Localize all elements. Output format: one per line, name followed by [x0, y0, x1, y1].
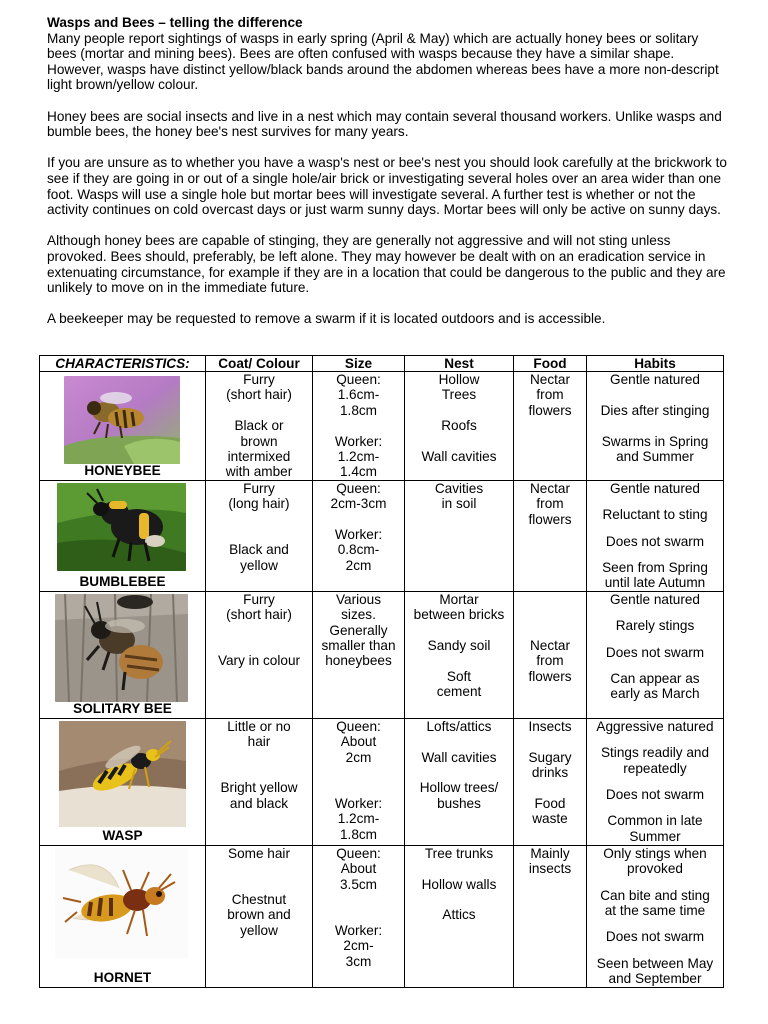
cell-gap [206, 512, 312, 527]
cell-line: Queen: [336, 372, 381, 387]
cell-line: Vary in colour [217, 653, 301, 669]
cell-line: and September [608, 971, 702, 987]
cell-line: Reluctant to sting [602, 507, 708, 523]
cell-gap [587, 387, 723, 402]
cell-line: Insects [528, 718, 572, 734]
cell-line: at the same time [604, 903, 706, 919]
cell-gap [206, 765, 312, 780]
nest-cell [405, 718, 514, 845]
cell-line: Seen between May [596, 955, 714, 971]
cell-line: hair [247, 734, 271, 750]
cell-line: brown and [227, 907, 291, 923]
cell-gap [587, 496, 723, 507]
cell-gap [206, 750, 312, 765]
cell-line: Summer [629, 828, 681, 844]
cell-line: Bright yellow [220, 780, 298, 796]
cell-gap [206, 877, 312, 892]
bumblebee-photo [57, 483, 186, 571]
cell-line: Only stings when [603, 845, 707, 861]
cell-line: Roofs [441, 418, 477, 434]
habits-cell [587, 718, 724, 845]
cell-line: Tree trunks [424, 845, 494, 861]
cell-line: Various [335, 591, 382, 607]
cell-line: 1.2cm- [337, 449, 380, 465]
cell-line: drinks [531, 765, 569, 781]
cell-line: insects [528, 861, 572, 877]
cell-line: 2cm [345, 557, 372, 573]
cell-gap [514, 780, 586, 795]
characteristics-table [39, 355, 724, 988]
cell-line: in soil [441, 496, 477, 512]
cell-gap [206, 403, 312, 418]
cell-line: Black and [229, 542, 289, 558]
insect-name-bumblebee: BUMBLEBEE [79, 574, 166, 590]
cell-line: Nectar [529, 638, 571, 654]
cell-gap [405, 434, 513, 449]
hornet-photo [55, 848, 188, 958]
cell-line: with amber [225, 464, 293, 480]
cell-gap [405, 734, 513, 749]
habits-cell [587, 480, 724, 591]
cell-line: Generally [329, 622, 388, 638]
coat-cell [206, 480, 313, 591]
cell-line: (short hair) [226, 607, 292, 623]
cell-line: provoked [627, 861, 683, 877]
paragraph-stinging: Although honey bees are capable of stinging, they are generally not aggressive and will not sting unless provoked. Bees should, preferably, be left alone. They may however be dealt with on an eradication service in extenuating circumstance, for example if they are in a location that could be dangerous to the public and they are unlikely to move on in the immediate future. [47, 233, 726, 296]
cell-line: Hollow [438, 372, 480, 387]
nest-cell [405, 372, 514, 481]
cell-line: Stings readily and [600, 745, 710, 761]
cell-line: 3cm [345, 953, 372, 969]
cell-line: sizes. [341, 607, 376, 623]
cell-gap [587, 634, 723, 645]
cell-line: Little or no [227, 718, 291, 734]
cell-line: Mainly [530, 845, 570, 861]
cell-line: Lofts/attics [426, 718, 492, 734]
cell-line: Gentle natured [610, 591, 700, 607]
cell-gap [587, 523, 723, 534]
cell-line: Furry [243, 372, 275, 387]
cell-line: Sugary [528, 749, 572, 765]
table-row-solitary-bee [40, 591, 724, 718]
cell-gap [405, 653, 513, 668]
cell-line: Seen from Spring [602, 560, 708, 576]
paragraph-honey-bees: Honey bees are social insects and live in a nest which may contain several thousand workers. Unlike wasps and bumble bees, the honey bee's nest survives for many years. [47, 108, 722, 140]
cell-gap [405, 861, 513, 876]
solitary-bee-photo [55, 594, 188, 702]
cell-gap [587, 734, 723, 745]
cell-line: smaller than [321, 638, 396, 654]
cell-line: and Summer [616, 449, 694, 464]
insect-cell-solitary-bee [40, 591, 206, 718]
cell-line: Worker: [334, 795, 383, 811]
wasp-photo [59, 721, 186, 827]
header-food: Food [514, 356, 587, 372]
cell-line: brown [240, 433, 278, 449]
coat-cell [206, 372, 313, 481]
cell-line: Black or [234, 418, 284, 434]
cell-line: Dies after stinging [600, 402, 710, 418]
cell-line: and black [229, 795, 289, 811]
cell-line: Worker: [334, 433, 383, 449]
habits-cell [587, 591, 724, 718]
cell-line: About [340, 861, 377, 877]
insect-cell-bumblebee [40, 480, 206, 591]
cell-gap [206, 623, 312, 638]
cell-line: Does not swarm [605, 644, 705, 660]
cell-gap [313, 892, 404, 907]
paragraph-nest-check: If you are unsure as to whether you have a wasp's nest or bee's nest you should look carefully at the brickwork to see if they are going in or out of a single hole/air brick or investigating several holes over an area wider than one foot. Wasps will use a single hole but mortar bees will investigate several. A further test is whether or not the activity continues on cold overcast days or just warm sunny days. Mortar bees will only be active on sunny days. [47, 155, 727, 218]
cell-line: cement [436, 684, 482, 700]
cell-line: About [340, 734, 377, 750]
size-cell [313, 591, 405, 718]
cell-gap [313, 512, 404, 527]
cell-line: Furry [243, 480, 275, 496]
cell-gap [514, 623, 586, 638]
insect-name-solitary-bee: SOLITARY BEE [73, 701, 172, 717]
cell-line: (short hair) [226, 387, 292, 403]
cell-line: Wall cavities [421, 449, 497, 464]
cell-gap [587, 549, 723, 560]
cell-gap [405, 765, 513, 780]
table-row-bumblebee [40, 480, 724, 591]
insect-cell-wasp [40, 718, 206, 845]
cell-line: Soft [446, 668, 472, 684]
cell-line: early as March [610, 686, 700, 702]
cell-gap [313, 780, 404, 795]
cell-gap [313, 907, 404, 922]
coat-cell [206, 591, 313, 718]
cell-line: Hollow walls [421, 876, 497, 892]
cell-line: Nectar [529, 372, 571, 387]
food-cell [514, 845, 587, 987]
cell-gap [587, 660, 723, 671]
nest-cell [405, 480, 514, 591]
cell-line: intermixed [227, 449, 291, 465]
cell-line: Attics [442, 907, 476, 923]
insect-name-hornet: HORNET [93, 970, 152, 986]
cell-gap [514, 734, 586, 749]
cell-line: Wall cavities [421, 749, 497, 765]
cell-line: 0.8cm- [337, 542, 380, 558]
cell-line: from [536, 653, 564, 669]
cell-line: Common in late [607, 813, 703, 829]
cell-line: Mortar [439, 591, 479, 607]
cell-line: 1.4cm [339, 464, 378, 480]
food-cell [514, 718, 587, 845]
cell-line: flowers [528, 402, 572, 418]
cell-line: Gentle natured [610, 480, 700, 496]
coat-cell [206, 718, 313, 845]
cell-line: between bricks [413, 607, 505, 623]
cell-gap [587, 918, 723, 929]
cell-line: Cavities [434, 480, 484, 496]
cell-line: Sandy soil [427, 638, 491, 654]
cell-line: Gentle natured [610, 372, 700, 387]
cell-gap [587, 418, 723, 433]
cell-line: Some hair [228, 845, 290, 861]
size-cell [313, 480, 405, 591]
cell-line: 2cm-3cm [330, 496, 387, 512]
cell-line: flowers [528, 511, 572, 527]
insect-name-honeybee: HONEYBEE [84, 463, 161, 479]
cell-gap [587, 802, 723, 813]
cell-gap [514, 607, 586, 622]
cell-line: Queen: [336, 480, 381, 496]
cell-gap [587, 607, 723, 618]
cell-line: yellow [240, 922, 278, 938]
header-habits: Habits [587, 356, 724, 372]
cell-line: Food [534, 795, 566, 811]
cell-line: 2cm- [343, 938, 374, 954]
cell-line: from [536, 387, 564, 403]
cell-line: Can bite and sting [600, 887, 710, 903]
food-cell [514, 591, 587, 718]
cell-line: 3.5cm [339, 876, 378, 892]
cell-gap [405, 403, 513, 418]
size-cell [313, 845, 405, 987]
cell-gap [206, 861, 312, 876]
table-row-hornet [40, 845, 724, 987]
cell-line: from [536, 496, 564, 512]
cell-line: Queen: [336, 845, 381, 861]
header-nest: Nest [405, 356, 514, 372]
habits-cell [587, 845, 724, 987]
cell-line: (long hair) [228, 496, 290, 512]
cell-line: repeatedly [623, 760, 687, 776]
size-cell [313, 718, 405, 845]
cell-gap [587, 776, 723, 787]
cell-line: 1.2cm- [337, 811, 380, 827]
document [47, 15, 727, 342]
cell-line: Worker: [334, 922, 383, 938]
table-header-row [40, 356, 724, 372]
nest-cell [405, 845, 514, 987]
cell-line: Rarely stings [615, 618, 695, 634]
cell-line: Worker: [334, 527, 383, 543]
cell-gap [206, 527, 312, 542]
nest-cell [405, 591, 514, 718]
paragraph-beekeeper: A beekeeper may be requested to remove a swarm if it is located outdoors and is accessible. [47, 311, 606, 327]
cell-line: Does not swarm [605, 929, 705, 945]
table-row-honeybee [40, 372, 724, 481]
cell-line: waste [532, 811, 568, 827]
insect-cell-honeybee [40, 372, 206, 481]
cell-line: bushes [437, 795, 481, 811]
cell-line: flowers [528, 668, 572, 684]
cell-line: Does not swarm [605, 533, 705, 549]
document-title: Wasps and Bees – telling the difference [47, 15, 303, 30]
cell-line: 1.8cm [339, 402, 378, 418]
insect-name-wasp: WASP [102, 828, 143, 844]
cell-line: Trees [441, 387, 477, 403]
coat-cell [206, 845, 313, 987]
habits-cell [587, 372, 724, 481]
cell-line: Chestnut [231, 892, 287, 908]
cell-gap [587, 945, 723, 956]
cell-line: Aggressive natured [596, 718, 714, 734]
food-cell [514, 480, 587, 591]
cell-gap [313, 765, 404, 780]
table-row-wasp [40, 718, 724, 845]
cell-gap [514, 592, 586, 607]
cell-line: Does not swarm [605, 787, 705, 803]
cell-line: honeybees [325, 653, 392, 669]
cell-line: 2cm [345, 749, 372, 765]
paragraph-intro: Many people report sightings of wasps in early spring (April & May) which are actually honey bees or solitary bees (mortar and mining bees). Bees are often confused with wasps because they have a similar shape. However, wasps have distinct yellow/black bands around the abdomen whereas bees have a more non-descript light brown/yellow colour. [47, 30, 719, 93]
size-cell [313, 372, 405, 481]
cell-line: 1.8cm [339, 826, 378, 842]
cell-line: Furry [243, 591, 275, 607]
header-size: Size [313, 356, 405, 372]
cell-gap [405, 892, 513, 907]
cell-gap [405, 623, 513, 638]
cell-line: yellow [240, 557, 278, 573]
cell-line: Hollow trees/ [419, 780, 499, 796]
cell-line: Can appear as [610, 671, 700, 687]
header-coat-colour: Coat/ Colour [206, 356, 313, 372]
insect-cell-hornet [40, 845, 206, 987]
honeybee-photo [64, 376, 180, 464]
cell-line: until late Autumn [604, 575, 706, 591]
cell-gap [587, 877, 723, 888]
cell-gap [206, 638, 312, 653]
cell-line: Nectar [529, 480, 571, 496]
cell-line: Swarms in Spring [601, 433, 709, 449]
header-characteristics: CHARACTERISTICS: [40, 356, 206, 372]
cell-gap [313, 418, 404, 433]
cell-line: 1.6cm- [337, 387, 380, 403]
food-cell [514, 372, 587, 481]
cell-line: Queen: [336, 718, 381, 734]
